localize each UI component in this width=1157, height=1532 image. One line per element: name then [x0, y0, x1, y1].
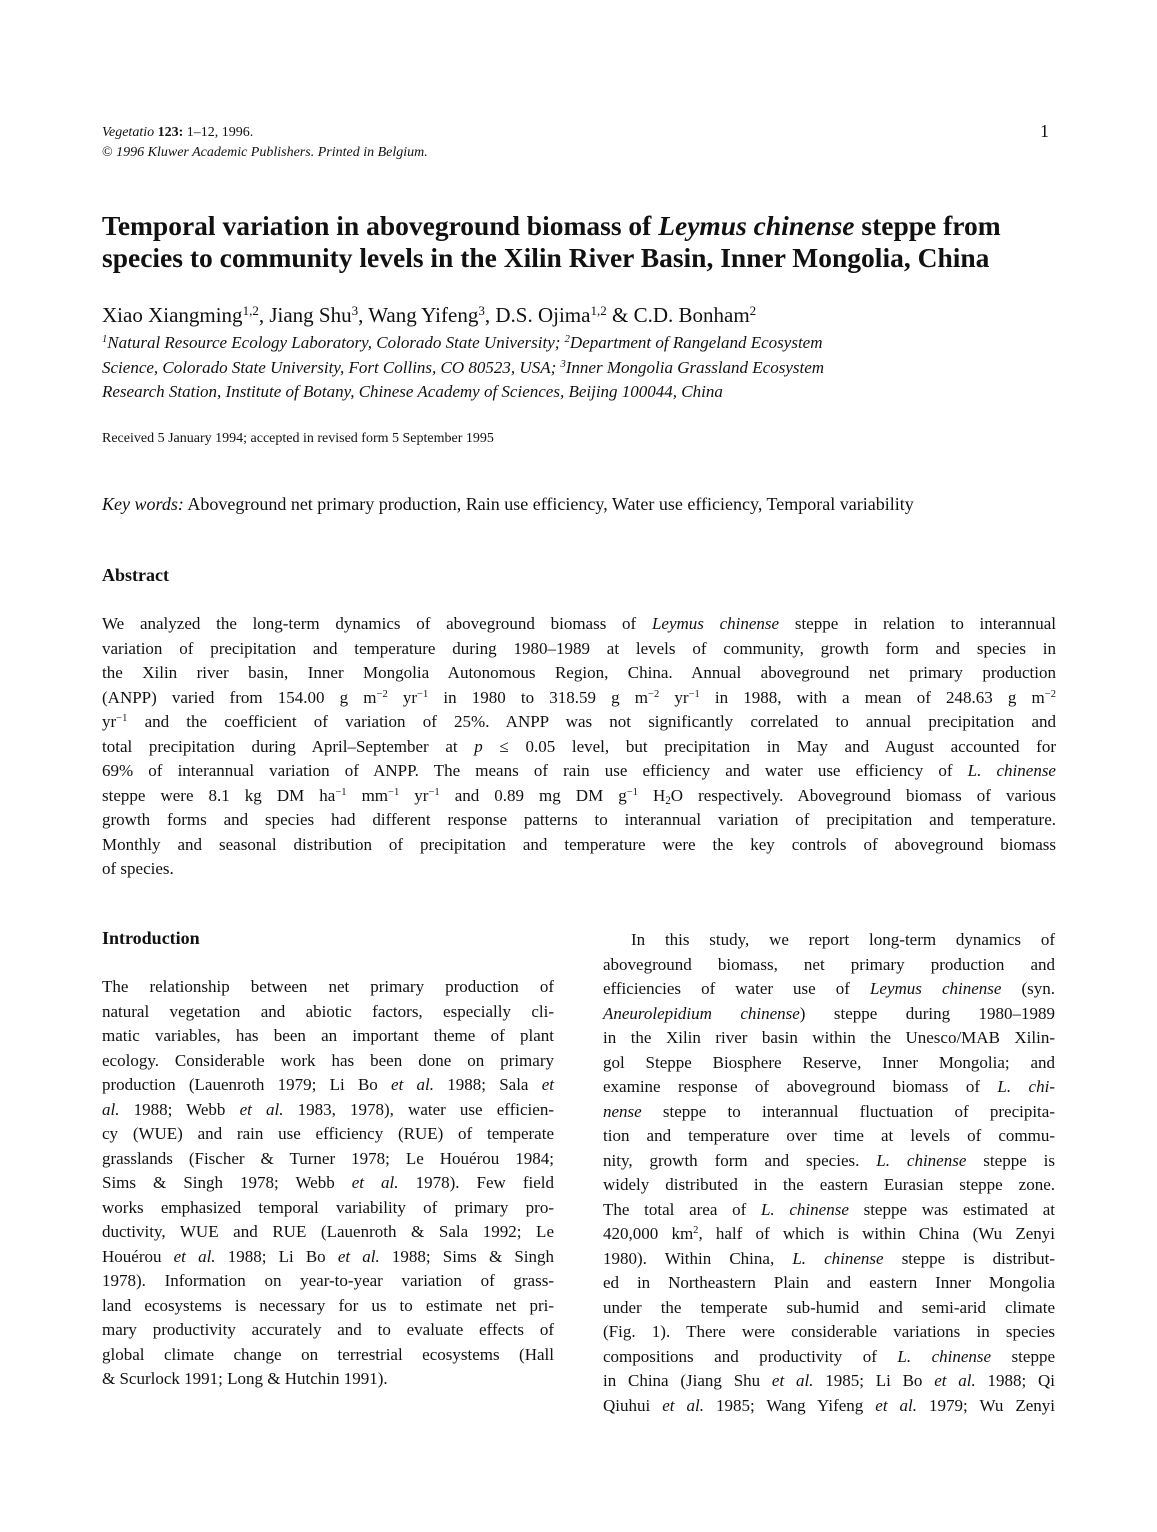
abstract-line: variation of precipitation and temperature during 1980–1989 at levels of community, growth form and species in — [102, 638, 1056, 658]
keywords — [102, 492, 1062, 516]
affil-marker: 2 — [564, 334, 570, 346]
title-line-2: species to community levels in the Xilin River Basin, Inner Mongolia, China — [102, 242, 990, 273]
intro-left-column — [102, 975, 554, 1392]
copyright-text: 1996 Kluwer Academic Publishers. Printed in Belgium. — [112, 145, 428, 160]
text-line: widely distributed in the eastern Eurasian steppe zone. — [603, 1175, 1055, 1194]
keywords-label: Key words: — [102, 494, 184, 514]
text-line: nense steppe to interannual fluctuation of precipita- — [603, 1101, 1055, 1121]
abstract-line: Monthly and seasonal distribution of precipitation and temperature were the key controls of aboveground biomass — [102, 834, 1056, 854]
author-affil-ref: 3 — [478, 302, 485, 318]
title-species: Leymus chinense — [658, 210, 855, 241]
text-line: The relationship between net primary production of — [102, 977, 554, 996]
text-line: Sims & Singh 1978; Webb et al. 1978). Few field — [102, 1173, 554, 1192]
affil-marker: 1 — [102, 334, 108, 346]
author-list — [102, 302, 1062, 328]
text-line: mary productivity accurately and to evaluate effects of — [102, 1320, 554, 1339]
abstract-line: the Xilin river basin, Inner Mongolia Autonomous Region, China. Annual aboveground net primary production — [102, 663, 1056, 682]
abstract-line: growth forms and species had different response patterns to interannual variation of precipitation and temperature. — [102, 810, 1056, 829]
text-line: production (Lauenroth 1979; Li Bo et al. 1988; Sala et — [102, 1075, 554, 1094]
copyright-symbol: © — [102, 145, 113, 160]
text-line: Houérou et al. 1988; Li Bo et al. 1988; Sims & Singh — [102, 1246, 555, 1266]
abstract-line: of species. — [102, 859, 174, 878]
affil-text: Department of Rangeland Ecosystem — [569, 333, 823, 352]
text-line: works emphasized temporal variability of primary pro- — [102, 1197, 554, 1217]
title-line-1 — [102, 210, 1072, 242]
text-line: The total area of L. chinense steppe was estimated at — [603, 1199, 1056, 1219]
abstract-line: total precipitation during April–September at p ≤ 0.05 level, but precipitation in May and August accounted for — [102, 736, 1056, 756]
keywords-text: Aboveground net primary production, Rain use efficiency, Water use efficiency, Temporal variability — [183, 494, 914, 514]
abstract-heading: Abstract — [102, 565, 169, 585]
text-line: & Scurlock 1991; Long & Hutchin 1991). — [102, 1369, 388, 1388]
text-line: aboveground biomass, net primary production and — [603, 954, 1055, 974]
text-line: grasslands (Fischer & Turner 1978; Le Houérou 1984; — [102, 1148, 554, 1168]
author: Xiao Xiangming — [102, 303, 243, 327]
abstract-body — [102, 612, 1056, 882]
affil-line — [102, 356, 1062, 381]
affil-text: Inner Mongolia Grassland Ecosystem — [565, 357, 825, 377]
text-line: in the Xilin river basin within the Unesco/MAB Xilin- — [603, 1028, 1055, 1047]
abstract-line: (ANPP) varied from 154.00 g $m^{-2}$ $yr^{-1}$ in 1980 to 318.59 g $m^{-2}$ $yr^{-1}$ in 1988, with a mean of 248.63 g $m^{-2}$ — [102, 687, 1056, 707]
text-line: Aneurolepidium chinense) steppe during 1980–1989 — [603, 1003, 1055, 1023]
text-line: ed in Northeastern Plain and eastern Inner Mongolia — [603, 1273, 1055, 1292]
abstract-line: steppe were 8.1 kg DM $ha^{-1}$ $mm^{-1}$ $yr^{-1}$ and 0.89 mg DM $g^{-1}$ $H_2O$ respectively. Aboveground biomass of various — [102, 785, 1056, 807]
text-line: ductivity, WUE and RUE (Lauenroth & Sala 1992; Le — [102, 1222, 554, 1241]
text-line: 1978). Information on year-to-year variation of grass- — [102, 1271, 554, 1290]
affil-text: Natural Resource Ecology Laboratory, Colorado State University; — [107, 333, 565, 352]
journal-citation — [102, 123, 802, 163]
title-text: Temporal variation in aboveground biomass of — [102, 210, 659, 241]
journal-name: Vegetatio — [102, 125, 155, 140]
text-line: cy (WUE) and rain use efficiency (RUE) of temperate — [102, 1124, 554, 1143]
copyright-line — [102, 143, 802, 163]
affil-line: Research Station, Institute of Botany, Chinese Academy of Sciences, Beijing 100044, China — [102, 382, 723, 401]
text-line: In this study, we report long-term dynamics of — [631, 930, 1055, 949]
text-line: al. 1988; Webb et al. 1983, 1978), water use efficien- — [102, 1099, 554, 1119]
text-line: nity, growth form and species. L. chinense steppe is — [603, 1150, 1055, 1170]
abstract-line: We analyzed the long-term dynamics of aboveground biomass of Leymus chinense steppe in relation to interannual — [102, 614, 1057, 633]
affil-text: Science, Colorado State University, Fort Collins, CO 80523, USA; — [102, 357, 561, 377]
author: , Wang Yifeng — [358, 303, 479, 327]
paper-title — [102, 210, 1072, 274]
text-line: land ecosystems is necessary for us to estimate net pri- — [102, 1295, 554, 1315]
affil-marker: 3 — [560, 358, 566, 370]
text-line: efficiencies of water use of Leymus chinense (syn. — [603, 979, 1056, 998]
citation-line — [102, 123, 802, 143]
text-line: ecology. Considerable work has been done on primary — [102, 1050, 554, 1070]
introduction-heading: Introduction — [102, 928, 200, 948]
intro-right-column — [603, 928, 1055, 1418]
author-affil-ref: 1,2 — [242, 302, 259, 318]
text-line: global climate change on terrestrial ecosystems (Hall — [102, 1344, 554, 1364]
text-line: gol Steppe Biosphere Reserve, Inner Mongolia; and — [603, 1052, 1055, 1072]
page-number: 1 — [1040, 121, 1049, 141]
abstract-line: 69% of interannual variation of ANPP. The means of rain use efficiency and water use efficiency of L. chinense — [102, 761, 1056, 780]
text-line: under the temperate sub-humid and semi-arid climate — [603, 1297, 1055, 1317]
journal-volume: 123: — [157, 125, 184, 140]
text-line: (Fig. 1). There were considerable variations in species — [603, 1322, 1055, 1341]
title-text: steppe from — [854, 210, 1001, 241]
text-line: matic variables, has been an important theme of plant — [102, 1026, 554, 1045]
author: & C.D. Bonham — [606, 303, 750, 327]
abstract-line: $yr^{-1}$ and the coefficient of variation of 25%. ANPP was not significantly correlated to annual precipitation and — [102, 712, 1056, 731]
text-line: 420,000 $km^2$, half of which is within China (Wu Zenyi — [603, 1224, 1055, 1243]
text-line: natural vegetation and abiotic factors, especially cli- — [102, 1001, 554, 1021]
author: , D.S. Ojima — [484, 303, 591, 327]
journal-pages-year: 1–12, 1996. — [183, 125, 254, 140]
received-dates: Received 5 January 1994; accepted in revised form 5 September 1995 — [102, 431, 494, 446]
text-line: Qiuhui et al. 1985; Wang Yifeng et al. 1979; Wu Zenyi — [603, 1395, 1055, 1415]
author-affil-ref: 1,2 — [590, 302, 607, 318]
author-affil-ref: 3 — [351, 302, 359, 318]
author-affil-ref: 2 — [749, 302, 757, 318]
text-line: in China (Jiang Shu et al. 1985; Li Bo et al. 1988; Qi — [603, 1371, 1055, 1390]
text-line: compositions and productivity of L. chinense steppe — [603, 1346, 1055, 1366]
text-line: tion and temperature over time at levels of commu- — [603, 1126, 1055, 1145]
affil-line — [102, 331, 1062, 356]
text-line: examine response of aboveground biomass of L. chi- — [603, 1077, 1055, 1096]
affiliations — [102, 331, 1062, 405]
text-line: 1980). Within China, L. chinense steppe is distribut- — [603, 1248, 1055, 1268]
author: , Jiang Shu — [258, 303, 352, 327]
